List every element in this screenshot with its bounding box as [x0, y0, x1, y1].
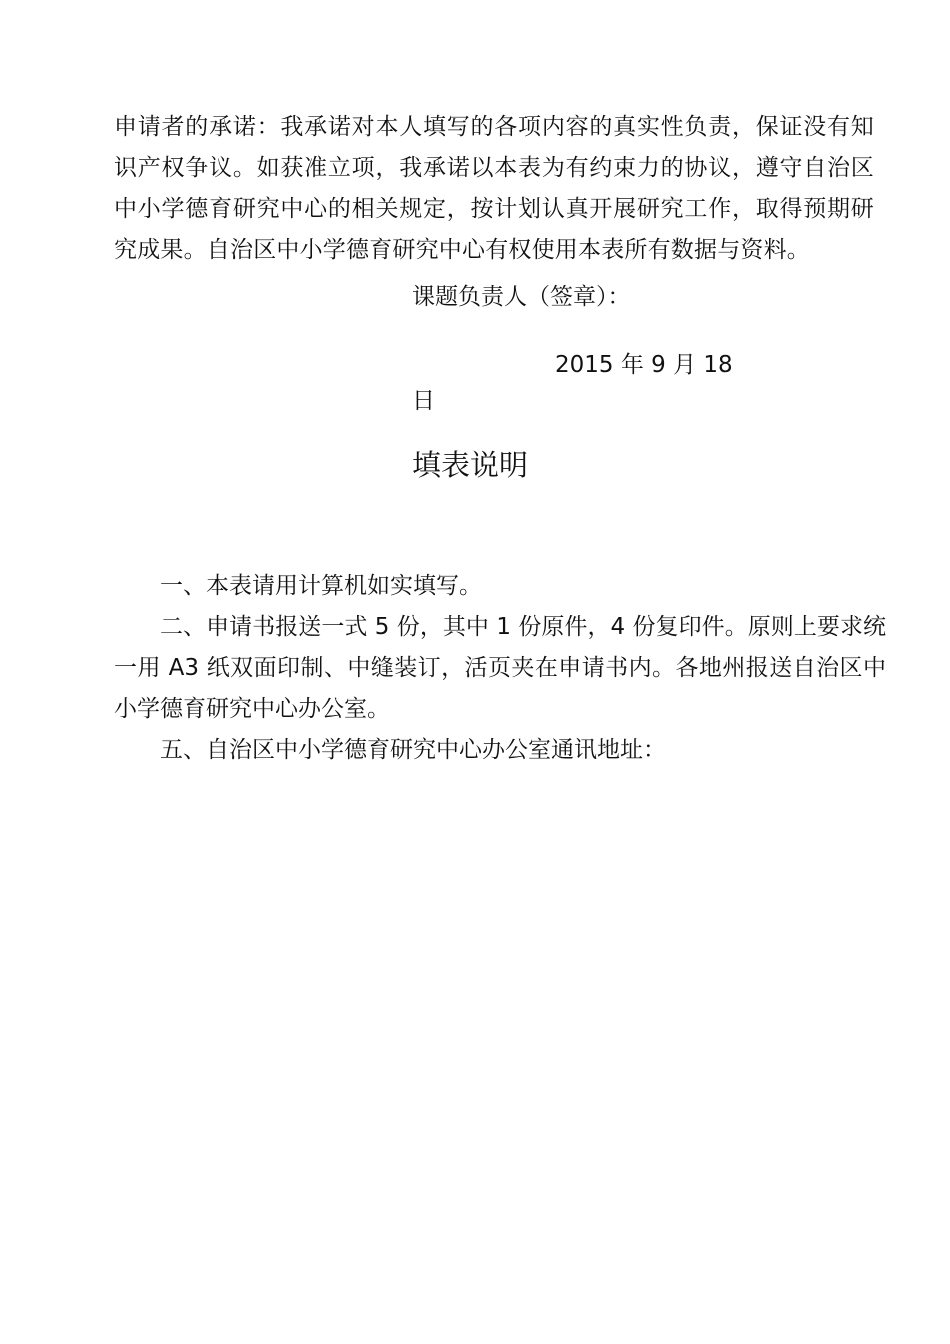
- signature-label: 课题负责人（签章）：: [412, 284, 631, 310]
- instruction-item: 二、申请书报送一式 5 份，其中 1 份原件，4 份复印件。原则上要求统一用 A3 纸双面印制、中缝装订，活页夹在申请书内。各地州报送自治区中小学德育研究中心办公室。: [114, 614, 886, 722]
- instruction-item: 一、本表请用计算机如实填写。: [160, 573, 482, 599]
- instructions-title: 填表说明: [412, 448, 529, 482]
- instruction-item: 五、自治区中小学德育研究中心办公室通讯地址：: [160, 737, 666, 763]
- applicant-pledge-paragraph: 申请者的承诺：我承诺对本人填写的各项内容的真实性负责，保证没有知识产权争议。如获准立项，我承诺以本表为有约束力的协议，遵守自治区中小学德育研究中心的相关规定，按计划认真开展研究工作，取得预期研究成果。自治区中小学德育研究中心有权使用本表所有数据与资料。: [114, 114, 874, 263]
- signature-date: 2015 年 9 月 18: [555, 352, 733, 378]
- signature-date-day: 日: [412, 388, 435, 414]
